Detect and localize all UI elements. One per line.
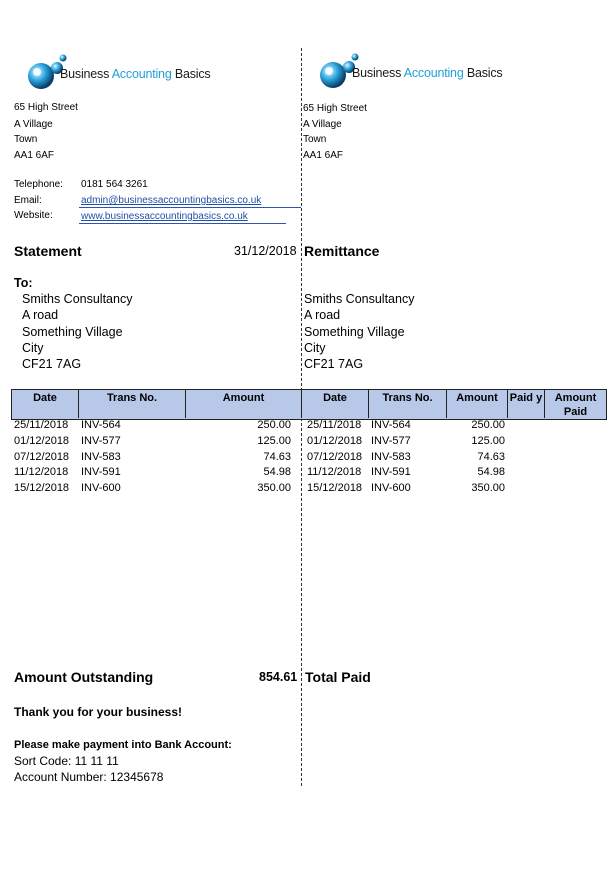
customer-line: CF21 7AG [22,357,82,371]
company-logo-text: Business Accounting Basics [352,66,503,80]
row-amount: 350.00 [471,482,505,494]
remittance-title: Remittance [304,243,380,259]
website-underline-rule [79,223,286,224]
header-date: Date [12,389,79,418]
row-trans-no: INV-591 [371,466,411,478]
row-trans-no: INV-577 [371,435,411,447]
row-amount: 125.00 [257,435,291,447]
customer-line: A road [304,308,341,322]
statement-date: 31/12/2018 [234,244,297,258]
header-paid: Paid y [508,389,545,418]
row-amount: 125.00 [471,435,505,447]
email-underline-rule [79,207,301,208]
sender-address-line: 65 High Street [14,102,78,113]
sender-address-line: 65 High Street [303,103,367,114]
website-label: Website: [14,210,53,221]
row-date: 25/11/2018 [307,419,362,431]
row-date: 11/12/2018 [14,466,69,478]
email-label: Email: [14,195,42,206]
row-trans-no: INV-600 [371,482,411,494]
website-link[interactable]: www.businessaccountingbasics.co.uk [81,211,248,222]
row-date: 01/12/2018 [14,435,70,447]
row-date: 07/12/2018 [307,451,363,463]
row-date: 11/12/2018 [307,466,362,478]
row-amount: 54.98 [263,466,291,478]
header-amount-paid: Amount Paid [554,392,597,418]
company-logo-right [318,51,518,91]
payment-heading: Please make payment into Bank Account: [14,739,232,751]
row-amount: 74.63 [477,451,505,463]
header-date: Date [302,389,369,418]
customer-line: Something Village [22,325,123,339]
total-paid-label: Total Paid [305,669,371,685]
row-trans-no: INV-583 [371,451,411,463]
telephone-value: 0181 564 3261 [81,179,148,190]
header-trans-no: Trans No. [369,389,447,418]
row-date: 07/12/2018 [14,451,70,463]
sender-address-line: AA1 6AF [303,150,344,161]
row-trans-no: INV-577 [81,435,121,447]
row-amount: 250.00 [257,419,291,431]
header-trans-no: Trans No. [79,389,186,418]
customer-line: City [22,341,44,355]
table-row [0,451,616,467]
row-amount: 74.63 [263,451,291,463]
table-row [0,466,616,482]
row-trans-no: INV-591 [81,466,121,478]
row-date: 15/12/2018 [307,482,363,494]
sender-address-line: A Village [14,119,53,130]
sender-address-line: Town [14,134,38,145]
table-row [0,482,616,498]
sender-address-line: AA1 6AF [14,150,55,161]
statement-title: Statement [14,243,82,259]
company-logo-left [26,52,226,92]
row-date: 01/12/2018 [307,435,363,447]
header-amount: Amount [447,389,508,418]
customer-line: CF21 7AG [304,357,364,371]
row-trans-no: INV-600 [81,482,121,494]
row-date: 15/12/2018 [14,482,70,494]
telephone-label: Telephone: [14,179,63,190]
sort-code: Sort Code: 11 11 11 [14,754,119,768]
table-row [0,435,616,451]
row-amount: 54.98 [477,466,505,478]
sender-address-line: A Village [303,119,342,130]
amount-outstanding-value: 854.61 [259,670,298,684]
row-trans-no: INV-564 [81,419,121,431]
table-row [0,419,616,435]
sender-address-line: Town [303,134,327,145]
customer-line: A road [22,308,59,322]
to-label: To: [14,276,33,290]
company-logo-text: Business Accounting Basics [60,67,211,81]
header-amount: Amount [186,389,302,418]
amount-outstanding-label: Amount Outstanding [14,669,154,685]
account-number: Account Number: 12345678 [14,770,164,784]
row-trans-no: INV-564 [371,419,411,431]
customer-line: Something Village [304,325,405,339]
row-amount: 250.00 [471,419,505,431]
customer-line: City [304,341,326,355]
customer-line: Smiths Consultancy [22,292,133,306]
thank-you-message: Thank you for your business! [14,705,183,719]
row-amount: 350.00 [257,482,291,494]
row-trans-no: INV-583 [81,451,121,463]
row-date: 25/11/2018 [14,419,69,431]
email-link[interactable]: admin@businessaccountingbasics.co.uk [81,195,262,206]
customer-line: Smiths Consultancy [304,292,415,306]
